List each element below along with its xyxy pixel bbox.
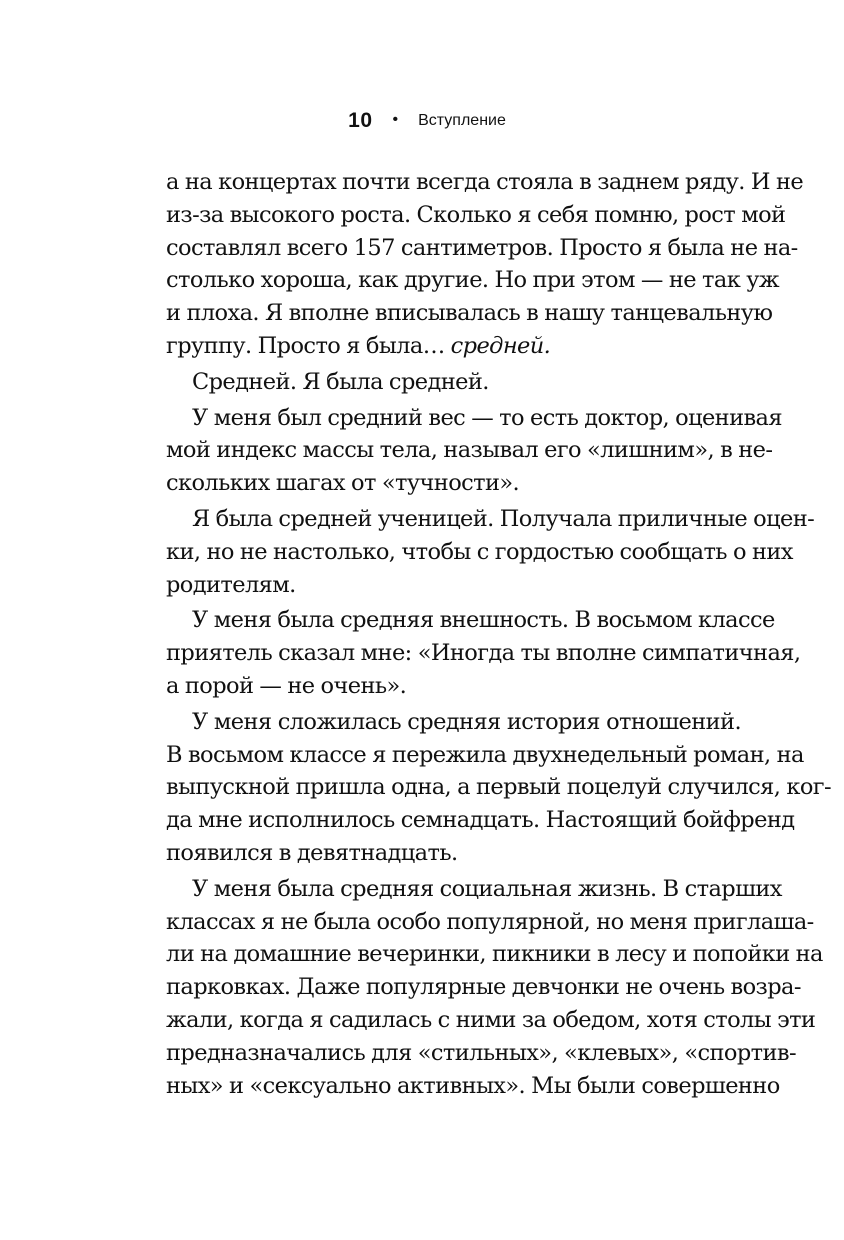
text-line: из-за высокого роста. Сколько я себя помню, рост мой [166,201,786,228]
text-line: а на концертах почти всегда стояла в заднем ряду. И не [166,169,804,195]
text-line: ки, но не настолько, чтобы с гордостью сообщать о них [166,538,793,565]
text-fragment: группу. Просто я была… [166,332,445,359]
paragraph [166,166,804,363]
body-text [166,166,831,1102]
text-line: У меня была средняя социальная жизнь. В старших [192,875,782,902]
text-line: появился в девятнадцать. [166,839,458,866]
text-line: да мне исполнилось семнадцать. Настоящий бойфренд [166,807,795,834]
paragraph [166,706,831,870]
text-line: мой индекс массы тела, называл его «лишним», в не- [166,437,773,464]
text-line: ных» и «сексуально активных». Мы были совершенно [166,1072,780,1099]
text-line: ли на домашние вечеринки, пикники в лесу и попойки на [166,941,823,968]
header-separator: • [392,111,399,128]
text-line: и плоха. Я вполне вписывалась в нашу танцевальную [166,300,773,327]
text-line: жали, когда я садилась с ними за обедом, хотя столы эти [166,1006,816,1033]
emphasis-text: средней. [450,332,551,359]
running-header [0,106,844,136]
text-line: столько хороша, как другие. Но при этом — не так уж [166,267,779,294]
chapter-title: Вступление [418,112,506,129]
paragraph [166,402,782,500]
paragraph [166,604,801,702]
text-line: В восьмом классе я пережила двухнедельный роман, на [166,741,804,768]
text-line: классах я не была особо популярной, но меня приглаша- [166,908,814,935]
text-line: приятель сказал мне: «Иногда ты вполне симпатичная, [166,640,801,667]
text-line: родителям. [166,571,296,598]
text-line: Средней. Я была средней. [192,368,489,395]
paragraph [166,366,741,399]
text-line: парковках. Даже популярные девчонки не очень возра- [166,974,801,1001]
text-line: выпускной пришла одна, а первый поцелуй случился, ког- [166,774,831,801]
text-line: У меня сложилась средняя история отношений. [192,708,741,735]
paragraph [166,873,823,1103]
text-line: У меня была средняя внешность. В восьмом классе [192,607,775,634]
text-line: а порой — не очень». [166,672,407,699]
text-line: составлял всего 157 сантиметров. Просто я была не на- [166,234,798,261]
paragraph [166,503,815,601]
text-line: предназначались для «стильных», «клевых», «спортив- [166,1039,796,1066]
text-line: Я была средней ученицей. Получала приличные оцен- [192,505,815,532]
page-number: 10 [348,109,373,132]
text-line: скольких шагах от «тучности». [166,470,520,497]
text-line [166,330,741,363]
text-line: У меня был средний вес — то есть доктор, оценивая [192,404,782,431]
